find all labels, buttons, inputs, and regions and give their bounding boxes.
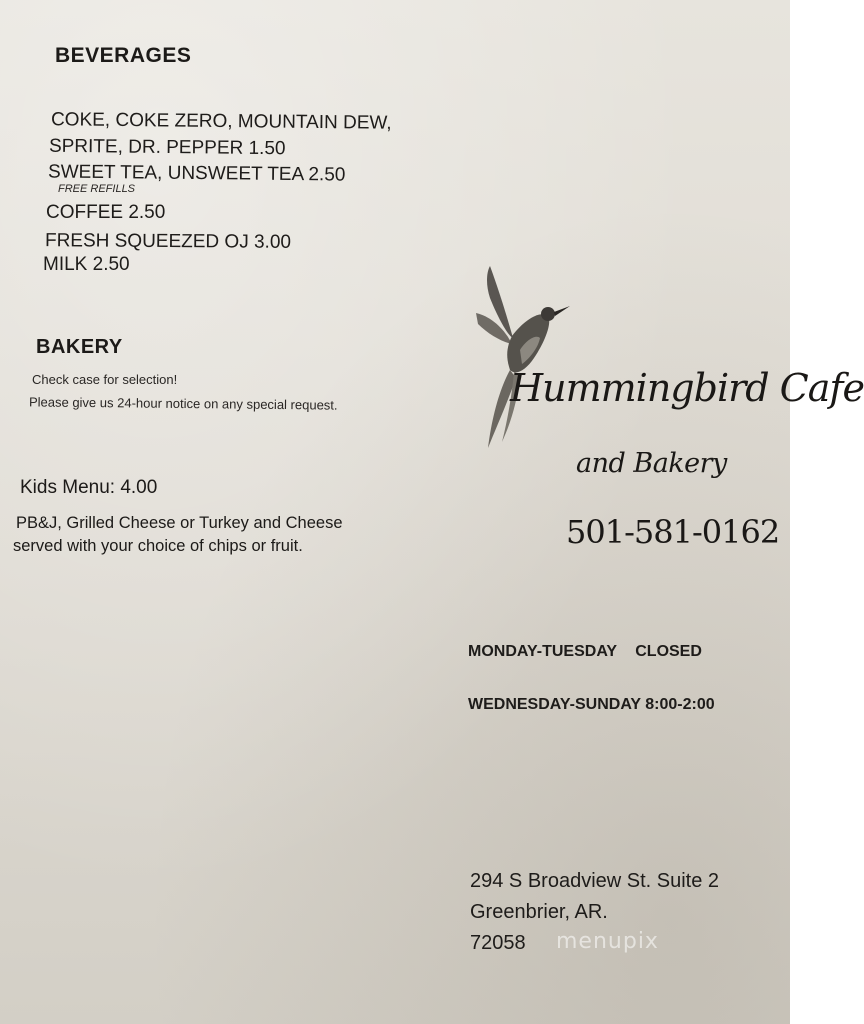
kids-menu-heading-row (20, 477, 157, 499)
phone-number: 501-581-0162 (566, 513, 780, 551)
address-line-1: 294 S Broadview St. Suite 2 (470, 870, 720, 892)
address-line-2: Greenbrier, AR. (470, 901, 608, 923)
beverage-line: FRESH SQUEEZED OJ 3.00 (44, 230, 292, 253)
bakery-note: Check case for selection! (32, 372, 178, 387)
hummingbird-icon (468, 258, 578, 458)
cafe-subname: and Bakery (576, 448, 727, 479)
beverage-line: COFFEE 2.50 (46, 202, 166, 223)
free-refills-note: FREE REFILLS (58, 183, 136, 195)
kids-menu-line: PB&J, Grilled Cheese or Turkey and Cheese (16, 514, 343, 532)
bakery-special-request: Please give us 24-hour notice on any special request. (28, 394, 338, 413)
kids-menu-line: served with your choice of chips or fruit. (13, 537, 303, 555)
bakery-heading: BAKERY (36, 336, 123, 358)
hours-status-closed: CLOSED (635, 643, 702, 660)
hours-days-closed: MONDAY-TUESDAY (468, 643, 617, 660)
address-line-3: 72058 (470, 932, 526, 954)
hours-row-1 (468, 643, 702, 661)
hours-row-2: WEDNESDAY-SUNDAY 8:00-2:00 (468, 696, 715, 713)
menupix-watermark: menupix (556, 929, 659, 954)
cafe-name: Hummingbird Cafe (510, 366, 864, 410)
kids-menu-price: 4.00 (120, 477, 158, 498)
beverage-line: COKE, COKE ZERO, MOUNTAIN DEW, (50, 109, 392, 134)
beverage-line: SPRITE, DR. PEPPER 1.50 (48, 135, 286, 160)
beverages-heading: BEVERAGES (55, 44, 192, 67)
beverage-line: SWEET TEA, UNSWEET TEA 2.50 (47, 161, 346, 186)
beverage-line: MILK 2.50 (43, 254, 130, 275)
kids-menu-heading: Kids Menu: (20, 477, 116, 498)
